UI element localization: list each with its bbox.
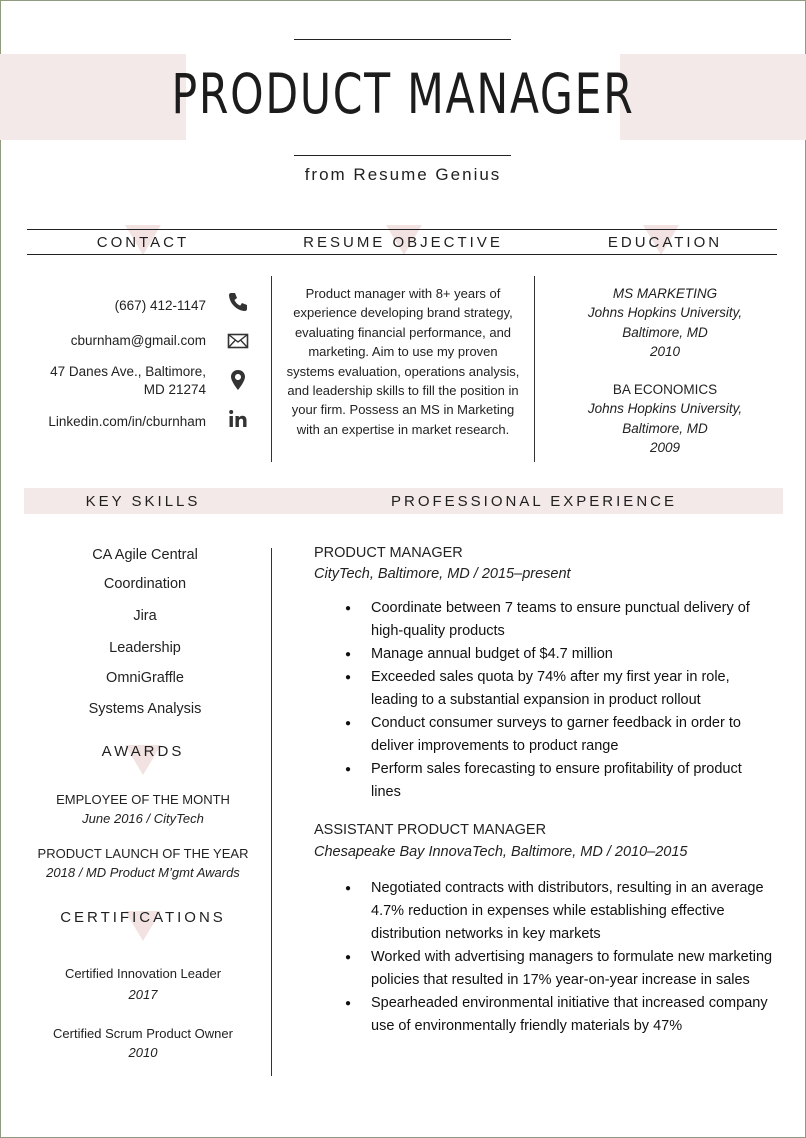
job-title: ASSISTANT PRODUCT MANAGER	[314, 822, 547, 838]
education-degree: MS MARKETING	[612, 286, 718, 301]
job-company: Chesapeake Bay InnovaTech, Baltimore, MD / 2010–2015	[314, 844, 688, 860]
job-company: CityTech, Baltimore, MD / 2015–present	[314, 566, 571, 582]
education-school: Johns Hopkins University,	[587, 401, 743, 417]
job-bullet: ● Conduct consumer surveys to garner feedback in order to deliver improvements to product range	[344, 712, 774, 758]
award-detail: June 2016 / CityTech	[82, 811, 204, 826]
certification-year: 2010	[128, 1045, 158, 1060]
award-entry	[20, 790, 266, 828]
skill-item: CA Agile Central	[92, 547, 198, 563]
certifications-heading: CERTIFICATIONS	[60, 909, 226, 926]
objective-text: Product manager with 8+ years of experience developing brand strategy, evaluating financial performance, and marketing. Aim to use my proven systems evaluation, operations analysis, and leadership skills to fill the position in your firm. Possess an MS in Marketing with an expertise in market research.	[286, 286, 520, 437]
skills-heading: KEY SKILLS	[85, 493, 201, 510]
job-bullets	[344, 597, 774, 804]
title-rule-top	[294, 39, 511, 40]
job-bullet: ● Spearheaded environmental initiative that increased company use of environmentally friendly materials by 47%	[344, 992, 774, 1038]
location-icon	[226, 368, 250, 392]
section-rule-top	[27, 229, 777, 230]
contact-heading: CONTACT	[96, 234, 190, 251]
education-school: Johns Hopkins University,	[587, 305, 743, 321]
contact-email: cburnham@gmail.com	[70, 333, 206, 348]
award-name: PRODUCT LAUNCH OF THE YEAR	[37, 846, 249, 861]
page-subtitle: from Resume Genius	[304, 165, 502, 184]
certification-year: 2017	[128, 986, 158, 1002]
job-bullet: ● Exceeded sales quota by 74% after my first year in role, leading to a substantial expansion in product rollout	[344, 666, 774, 712]
objective-heading: RESUME OBJECTIVE	[303, 234, 503, 251]
divider-contact-objective	[271, 276, 272, 462]
education-entry	[548, 380, 782, 457]
education-city: Baltimore, MD	[622, 420, 708, 436]
education-heading: EDUCATION	[607, 234, 723, 251]
skill-item: Systems Analysis	[88, 701, 202, 717]
certification-name: Certified Innovation Leader	[64, 966, 222, 981]
job-bullets	[344, 877, 774, 1038]
skill-item: Leadership	[109, 640, 181, 656]
contact-address-line1: 47 Danes Ave., Baltimore,	[50, 364, 206, 379]
job-bullet: ● Manage annual budget of $4.7 million	[344, 643, 774, 666]
experience-heading: PROFESSIONAL EXPERIENCE	[390, 493, 677, 510]
education-degree: BA ECONOMICS	[612, 382, 718, 397]
contact-address	[50, 363, 206, 399]
awards-heading: AWARDS	[101, 743, 185, 760]
mail-icon	[226, 329, 250, 353]
job-bullet: ● Coordinate between 7 teams to ensure punctual delivery of high-quality products	[344, 597, 774, 643]
job-title: PRODUCT MANAGER	[314, 545, 463, 561]
linkedin-icon	[226, 407, 250, 431]
divider-objective-education	[534, 276, 535, 462]
certification-entry	[20, 964, 266, 1005]
page-title: PRODUCT MANAGER	[171, 62, 635, 126]
skill-item: Coordination	[103, 576, 187, 592]
phone-icon	[226, 290, 250, 314]
contact-address-line2: MD 21274	[143, 382, 206, 397]
divider-lower	[271, 548, 272, 1076]
skill-item: Jira	[133, 608, 157, 624]
award-name: EMPLOYEE OF THE MONTH	[56, 792, 230, 807]
title-rule-bottom	[294, 155, 511, 156]
education-entry	[548, 284, 782, 361]
skill-item: OmniGraffle	[106, 670, 184, 686]
education-year: 2010	[649, 343, 681, 359]
job-bullet: ● Perform sales forecasting to ensure profitability of product lines	[344, 758, 774, 804]
education-city: Baltimore, MD	[622, 324, 708, 340]
contact-phone: (667) 412-1147	[114, 298, 206, 313]
job-bullet: ● Negotiated contracts with distributors, resulting in an average 4.7% reduction in expenses while establishing effective distribution networks in key markets	[344, 877, 774, 946]
award-entry	[20, 844, 266, 882]
education-year: 2009	[649, 439, 681, 455]
job-bullet: ● Worked with advertising managers to formulate new marketing policies that resulted in 17% year-on-year increase in sales	[344, 946, 774, 992]
certification-entry	[20, 1024, 266, 1062]
award-detail: 2018 / MD Product M’gmt Awards	[46, 865, 240, 880]
contact-linkedin: Linkedin.com/in/cburnham	[48, 414, 206, 429]
certification-name: Certified Scrum Product Owner	[53, 1026, 233, 1041]
section-rule-bottom	[27, 254, 777, 255]
